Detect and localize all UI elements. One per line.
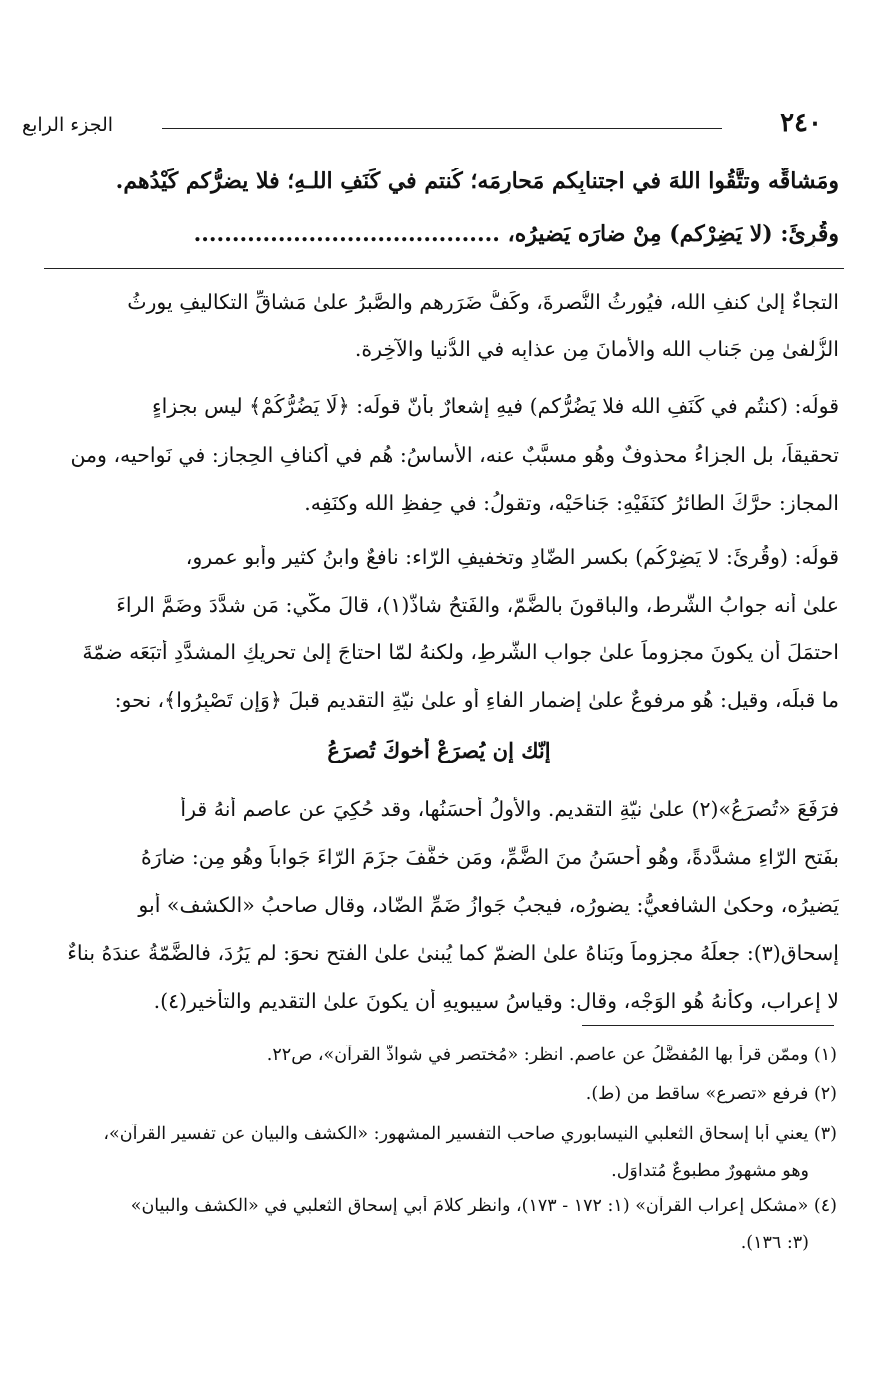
body-line: فرَفَعَ «تُصرَعُ»(٢) علىٰ نيّةِ التقديم. والأولُ أحسَنُها، وقد حُكِيَ عن عاصمٍ أنهُ قرأ	[180, 797, 839, 821]
running-head: الجزء الرابع	[22, 114, 114, 136]
body-line: يَضيرُه، وحكىٰ الشافعيُّ: يضورُه، فيجبُ جَوازُ ضَمِّ الضّاد، وقال صاحبُ «الكشف» أبو	[138, 893, 839, 917]
footnote: (٢) فرفع «تصرع» ساقط من (ط).	[585, 1084, 837, 1104]
page-number: ٢٤٠	[780, 108, 822, 138]
body-line: المجاز: حرَّكَ الطائرُ كنَفَيْهِ: جَناحَيْه، وتقولُ: في حِفظِ الله وكنَفِه.	[304, 491, 839, 515]
page-header	[22, 108, 822, 148]
body-line: علىٰ أنه جوابُ الشَّرط، والباقونَ بالضَّمّ، والفَتحُ شاذٌّ(١)، قالَ مكّي: مَن شدَّدَ وضَمَّ الراءَ	[116, 593, 839, 617]
footnote-divider	[582, 1025, 834, 1026]
quoted-verse: إنّك إن يُصرَعْ أخوكَ تُصرَعُ	[327, 738, 551, 763]
footnote: (٣) يعني أبا إسحاق الثعلبي النيسابوري صاحب التفسير المشهور: «الكشف والبيان عن تفسير القرآن»،	[103, 1124, 837, 1144]
footnote: (١) وممّن قرأ بها المُفضَّلُ عن عاصم. انظر: «مُختصر في شواذّ القرآن»، ص٢٢.	[266, 1045, 837, 1065]
footnote-continuation: وهو مشهورٌ مطبوعٌ مُتداوَل.	[611, 1161, 809, 1181]
body-line: الزُّلفىٰ مِن جَنابِ الله والأمانَ مِن عذابِه في الدُّنيا والآخِرة.	[354, 337, 839, 361]
verse-line: ومَشاقِّه وتتَّقُوا اللهَ في اجتنابِكم مَحارِمَه؛ كُنتم في كَنَفِ اللـهِ؛ فلا يضرُّكم كَيْدُهم.	[115, 168, 839, 194]
body-line: بفَتحِ الرّاءِ مشدَّدةً، وهُو أحسَنُ منَ الضَّمِّ، ومَن خفَّفَ جزَمَ الرّاءَ جَواباً وهُو مِن: ضارَهُ	[141, 845, 839, 869]
footnote-continuation: (٣: ١٣٦).	[740, 1233, 809, 1253]
footnote: (٤) «مشكل إعراب القرآن» (١: ١٧٢ - ١٧٣)، وانظر كلامَ أبي إسحاق الثعلبي في «الكشف والبيان»	[130, 1196, 837, 1216]
commentary-divider	[44, 268, 844, 269]
body-line: احتمَلَ أن يكونَ مجزوماً علىٰ جوابِ الشَّرطِ، ولكنهُ لمّا احتاجَ إلىٰ تحريكِ المشدَّدِ أتبَعَه ضمّةَ	[82, 640, 839, 664]
body-line: قولُه: (كنتُم في كَنَفِ الله فلا يَضُرُّكم) فيهِ إشعارٌ بأنّ قولَه: ﴿لَا يَضُرُّكُمْ﴾ ليس بجزاءٍ	[151, 394, 839, 418]
verse-line: وقُرِئَ: (لا يَضِرْكم) مِنْ ضارَه يَضيرُه، ........................................	[193, 221, 839, 247]
body-line: لا إعراب، وكأنهُ هُو الوَجْه، وقال: وقياسُ سيبويهِ أن يكونَ علىٰ التقديمِ والتأخيرِ(٤).	[153, 989, 839, 1013]
body-line: تحقيقاً، بل الجزاءُ محذوفٌ وهُو مسبَّبٌ عنه، الأساسُ: هُم في أكنافِ الحِجاز: في نَواحيه، ومن	[70, 443, 839, 467]
body-line: إسحاق(٣): جعلَهُ مجزوماً وبَناهُ علىٰ الضمّ كما يُبنىٰ علىٰ الفتحِ نحوَ: لم يَرُدَ، فالضَّمّةُ عندَهُ بناءٌ	[67, 941, 839, 965]
body-line: قولُه: (وقُرِئَ: لا يَضِرْكُم) بكسرِ الضّادِ وتخفيفِ الرّاء: نافعٌ وابنُ كثيرٍ وأبو عمرٍو،	[185, 545, 839, 569]
header-rule	[162, 128, 722, 129]
body-line: التجاءٌ إلىٰ كنفِ الله، فيُورِثُ النُّصرةَ، وكَفُّ ضَرَرِهم والصَّبرُ علىٰ مَشاقِّ التكاليفِ يورِثُ	[127, 290, 839, 314]
body-line: ما قبلَه، وقيل: هُو مرفوعٌ علىٰ إضمارِ الفاءِ أو علىٰ نيّةِ التقديمِ قبلَ ﴿وَإِن تَصْبِرُوا﴾، نحو:	[114, 688, 839, 712]
